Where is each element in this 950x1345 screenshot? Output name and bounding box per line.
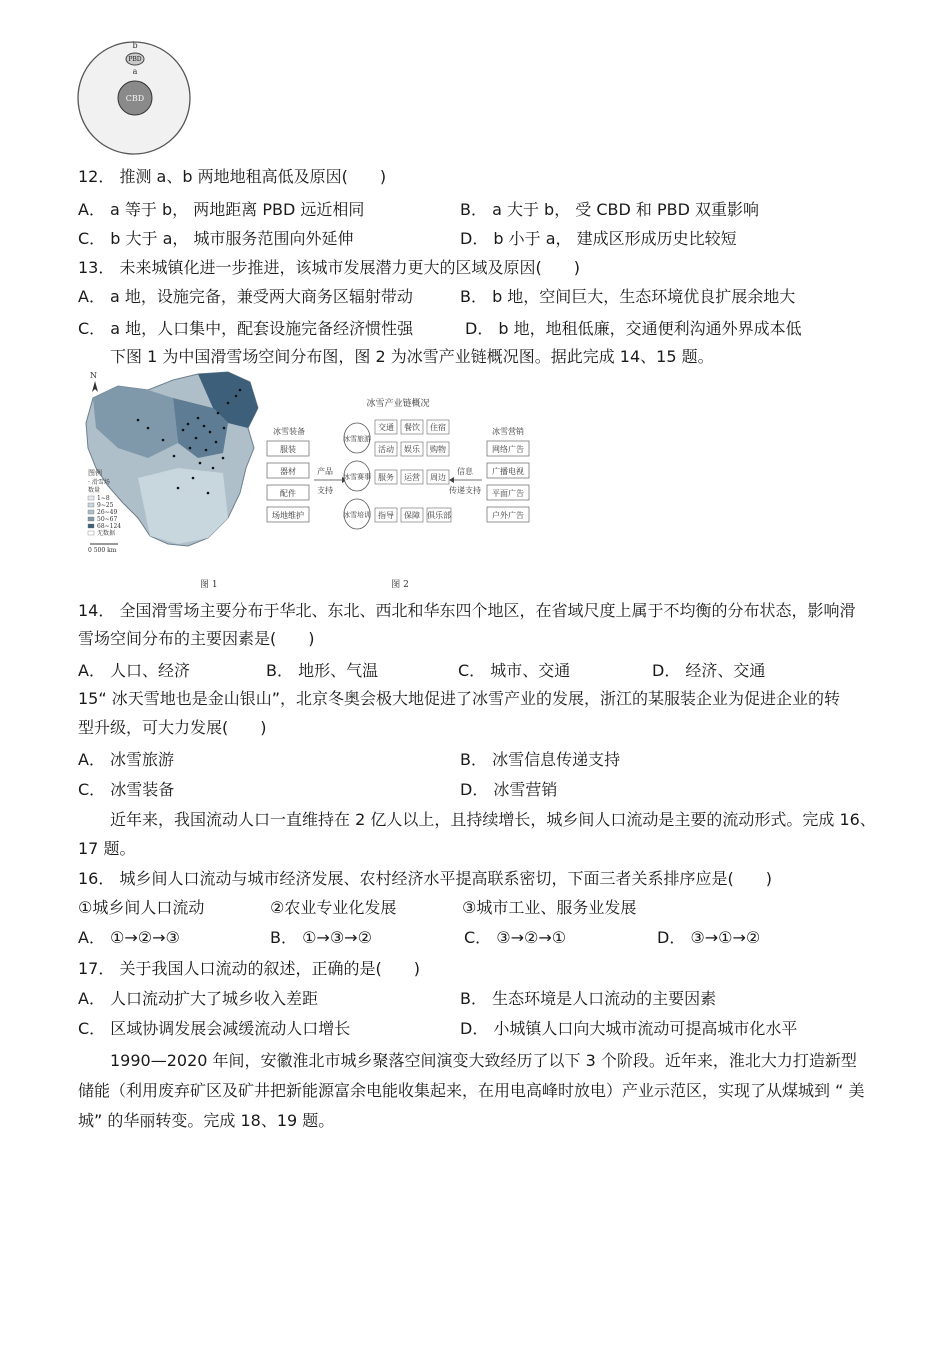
row3-item-2: 运营 [404,473,420,482]
q16-item-2: ②农业专业化发展 [270,898,397,917]
intro-16-17-line-1: 近年来，我国流动人口一直维持在 2 亿人以上，且持续增长，城乡间人口流动是主要的流动形式。完成 16、 [110,810,876,829]
q13-stem: 13． 未来城镇化进一步推进，该城市发展潜力更大的区域及原因( ) [78,258,580,277]
q12-option-a: A． a 等于 b， 两地距离 PBD 远近相同 [78,200,365,219]
row2-item-2: 娱乐 [404,445,420,454]
chain-title: 冰雪产业链概况 [366,399,430,409]
legend-item-3: 26~49 [97,509,118,516]
q17-option-d: D． 小城镇人口向大城市流动可提高城市化水平 [460,1019,798,1038]
q16-stem: 16． 城乡间人口流动与城市经济发展、农村经济水平提高联系密切，下面三者关系排序应是( ) [78,869,772,888]
row1-item-3: 住宿 [430,423,446,432]
q17-stem: 17． 关于我国人口流动的叙述，正确的是( ) [78,959,420,978]
q12-option-d: D． b 小于 a， 建成区形成历史比较短 [460,229,737,248]
q14-option-c: C． 城市、交通 [458,661,571,680]
q15-option-d: D． 冰雪营销 [460,780,558,799]
q13-option-d: D． b 地，地租低廉，交通便利沟通外界成本低 [465,319,802,338]
label-cbd: CBD [125,94,145,103]
north-arrow-label: N [90,371,97,380]
q12-stem: 12． 推测 a、b 两地地租高低及原因( ) [78,167,387,186]
core-events: 冰雪赛事 [343,473,371,481]
q16-item-1: ①城乡间人口流动 [78,898,205,917]
market-item-1: 网络广告 [492,445,524,454]
figure-1-ski-resort-map [78,368,268,593]
south-region [138,468,228,544]
row4-item-3: 俱乐部 [427,511,451,520]
equip-item-1: 服装 [280,445,296,454]
q15-option-c: C． 冰雪装备 [78,780,175,799]
equip-item-4: 场地维护 [272,511,304,520]
row4-item-1: 指导 [378,511,394,520]
equip-item-3: 配件 [280,489,296,498]
product-support-1: 产品 [317,467,333,476]
figure-2-industry-chain [262,390,542,592]
market-item-3: 平面广告 [492,489,524,498]
q14-stem-line-2: 雪场空间分布的主要因素是( ) [78,629,315,648]
row1-item-1: 交通 [378,423,394,432]
q14-stem-line-1: 14． 全国滑雪场主要分布于华北、东北、西北和华东四个地区，在省域尺度上属于不均衡的分布状态，影响滑 [78,601,856,620]
figure-1-caption: 图 1 [200,580,218,590]
label-b: b [132,41,138,50]
north-arrow-icon [92,381,98,392]
q15-stem-line-1: 15“ 冰天雪地也是金山银山”，北京冬奥会极大地促进了冰雪产业的发展，浙江的某服装企业为促进企业的转 [78,689,841,708]
market-title: 冰雪营销 [492,427,524,436]
q15-stem-line-2: 型升级，可大力发展( ) [78,718,267,737]
row3-item-1: 服务 [378,473,394,482]
info-support-2: 传递支持 [449,486,481,495]
intro-18-19-line-3: 城” 的华丽转变。完成 18、19 题。 [78,1111,335,1130]
q14-option-a: A． 人口、经济 [78,661,191,680]
q15-option-b: B． 冰雪信息传递支持 [460,750,621,769]
row3-item-3: 周边 [430,473,446,482]
intro-18-19-line-2: 储能（利用废弃矿区及矿井把新能源富余电能收集起来，在用电高峰时放电）产业示范区，实现了从煤城到 “ 美 [78,1081,865,1100]
q16-option-d: D． ③→①→② [657,928,761,947]
city-structure-diagram [74,28,194,158]
q17-option-c: C． 区域协调发展会减缓流动人口增长 [78,1019,351,1038]
label-a: a [132,67,138,76]
row4-item-2: 保障 [404,511,420,520]
legend-item-count: 数量 [88,487,101,494]
equip-item-2: 器材 [280,467,296,476]
market-item-4: 户外广告 [492,511,524,520]
legend-item-2: 9~25 [97,502,114,509]
intro-18-19-line-1: 1990—2020 年间，安徽淮北市城乡聚落空间演变大致经历了以下 3 个阶段。近年来，淮北大力打造新型 [110,1051,857,1070]
q16-item-3: ③城市工业、服务业发展 [462,898,637,917]
row2-item-1: 活动 [378,445,394,454]
legend-item-5: 68~124 [97,523,122,530]
q16-option-b: B． ①→③→② [270,928,372,947]
legend-item-dot: · 滑雪场 [88,479,110,486]
legend-item-4: 50~67 [97,516,118,523]
equip-title: 冰雪装备 [273,427,305,436]
scale-bar-label: 0 500 km [88,547,117,554]
info-support-1: 信息 [457,467,473,476]
figure-2-caption: 图 2 [391,580,409,590]
legend-item-1: 1~8 [97,495,110,502]
row2-item-3: 购物 [430,445,446,454]
product-support-2: 支持 [317,486,333,495]
market-item-2: 广播电视 [492,467,524,476]
q16-option-a: A． ①→②→③ [78,928,180,947]
legend-title: 图例 [88,469,102,477]
q16-option-c: C． ③→②→① [464,928,567,947]
row1-item-2: 餐饮 [404,423,420,432]
legend-item-6: 无数据 [97,530,116,537]
intro-14-15: 下图 1 为中国滑雪场空间分布图，图 2 为冰雪产业链概况图。据此完成 14、15 题。 [110,347,714,366]
core-tourism: 冰雪旅游 [343,435,371,443]
q13-option-c: C． a 地，人口集中，配套设施完备经济惯性强 [78,319,414,338]
q17-option-b: B． 生态环境是人口流动的主要因素 [460,989,717,1008]
label-pbd: PBD [128,56,142,63]
q12-option-b: B． a 大于 b， 受 CBD 和 PBD 双重影响 [460,200,760,219]
q17-option-a: A． 人口流动扩大了城乡收入差距 [78,989,319,1008]
q15-option-a: A． 冰雪旅游 [78,750,175,769]
q14-option-d: D． 经济、交通 [652,661,766,680]
q14-option-b: B． 地形、气温 [266,661,379,680]
q13-option-b: B． b 地，空间巨大，生态环境优良扩展余地大 [460,287,796,306]
q12-option-c: C． b 大于 a， 城市服务范围向外延伸 [78,229,354,248]
intro-16-17-line-2: 17 题。 [78,839,136,858]
core-training: 冰雪培训 [343,511,371,519]
q13-option-a: A． a 地，设施完备，兼受两大商务区辐射带动 [78,287,413,306]
